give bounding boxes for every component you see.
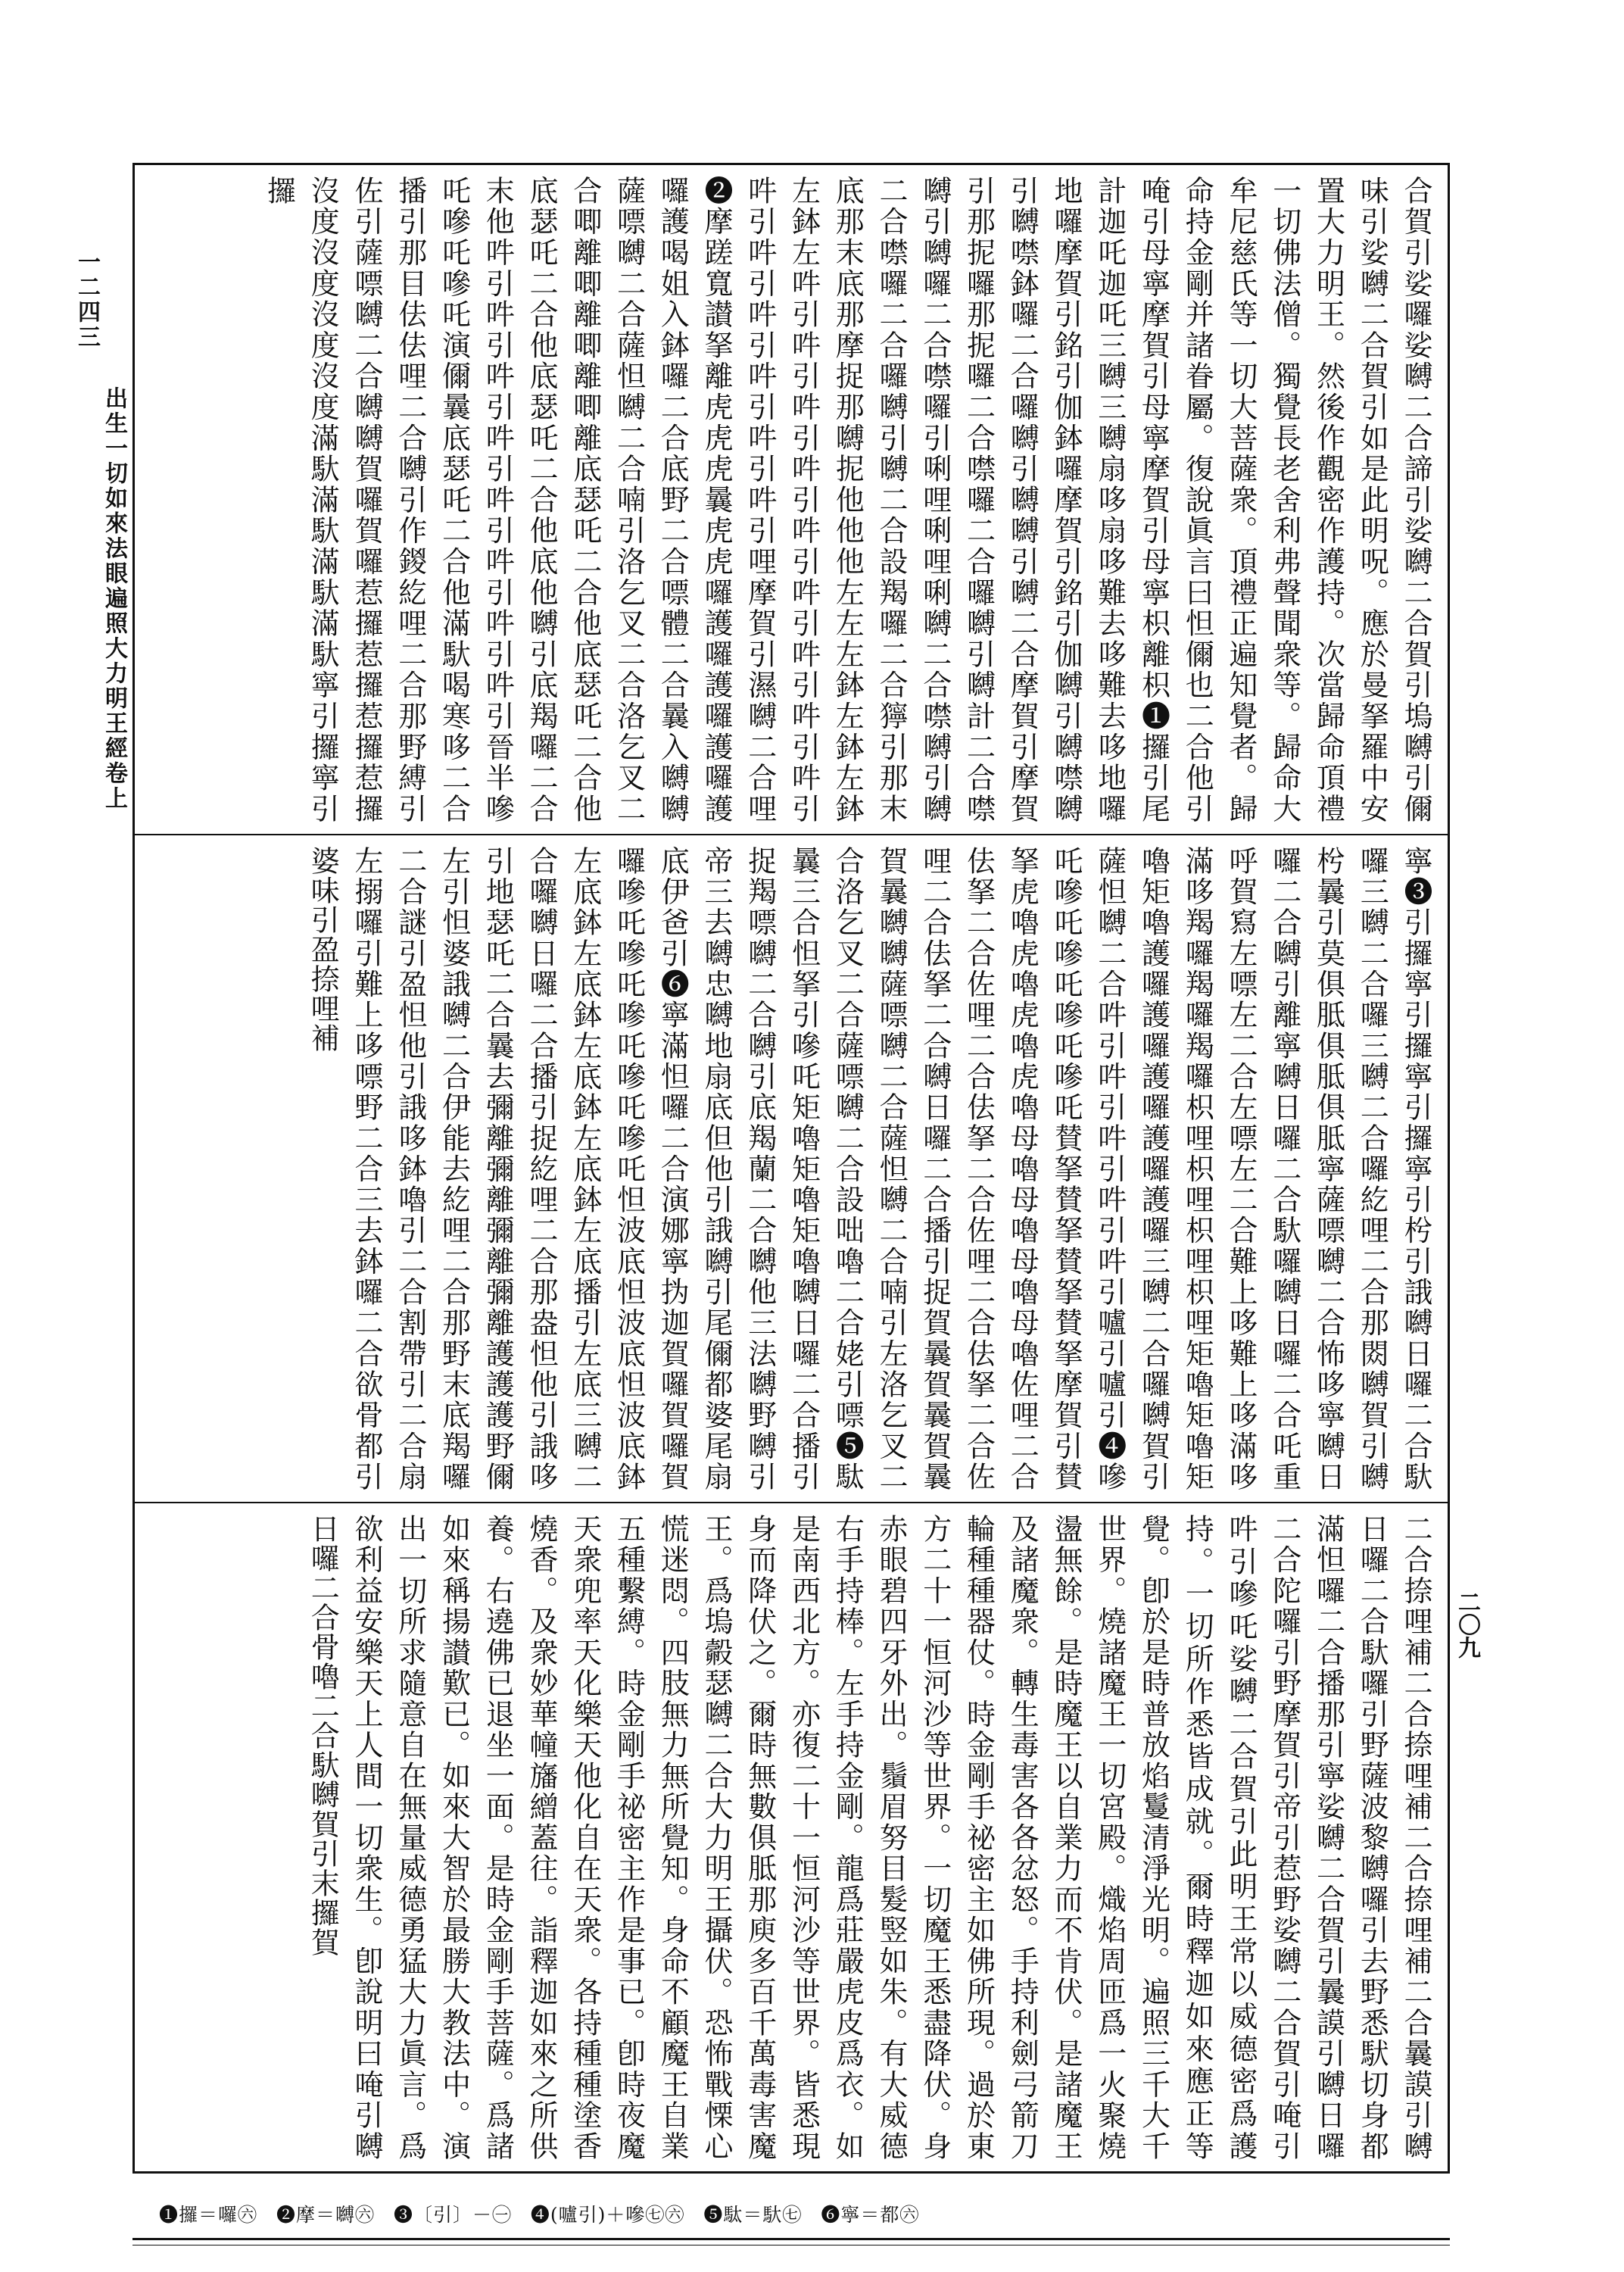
sutra-title: 出生一切如來法眼遍照大力明王經卷上 (101, 386, 127, 811)
bottom-rule (132, 2238, 1450, 2240)
band-text: 寧❸引攞寧引攞寧引攞寧引枍引誐嚩日囉二合馱囉三嚩二合囉三嚩二合囉紇哩二合那閦嚩賀引嚩枍曩引莫俱胝俱胝俱胝寧薩嘌嚩二合怖哆寧嚩日囉二合嚩引離寧嚩日囉二合馱囉嚩日囉二合吒重呼賀寫左嘌左二合左嘌左二合難上哆難上哆滿哆滿哆羯囉羯囉羯囉枳哩枳哩枳哩枳哩矩嚕矩嚕矩嚕矩嚕護囉護囉護囉護囉護囉三嚩二合囉嚩賀引薩怛嚩二合吽引吽引吽引吽引吽引嚧引嚧引❹嘇吒嘇吒嘇吒嘇吒嘇吒賛拏賛拏賛拏賛拏摩賀引賛拏虎嚕虎嚕虎嚕虎嚕母嚕母嚕母嚕母嚕佐哩二合佉拏二合佐哩二合佉拏二合佐哩二合佉拏二合佐哩二合佉拏二合嚩日囉二合播引捉賀曩賀曩賀曩賀曩嚩嚩薩嘌嚩二合薩怛嚩二合喃引左洛乞叉二合洛乞叉二合薩嘌嚩二合設咄嚕二合姥引嘌❺駄曩三合怛拏引嘇吒矩嚕矩嚕矩嚕嚩日囉二合播引捉羯嘌嚩二合嚩引底羯蘭二合嚩他三法嚩野嚩引帝三去嚩忠嚩地扇底但他引誐嚩引尾儞都婆尾扇底伊爸引❻寧滿怛囉二合演娜寧㧑迦賀囉賀囉賀囉嘇吒嘇吒嘇吒嘇吒嘇吒怛波底怛波底怛波底鉢左底鉢左底鉢左底鉢左底鉢左底播引左底三嚩二合囉嚩日囉二合播引捉紇哩二合那盎怛他引誐哆引地瑟吒二合曩去彌離彌離彌離彌離護護護野儞左引怛婆誐嚩二合伊能去紇哩二合那野末底羯囉二合謎引盈怛他引誐哆鉢嚕引二合割帶引二合扇左搦囉引難上哆嘌野二合三去鉢囉二合欲骨都引婆味引盈捺哩補 (306, 846, 1432, 1491)
footnote: ❸〔引〕－㊀ (393, 2204, 512, 2226)
footnotes (159, 2200, 931, 2227)
text-band-top (135, 165, 1448, 835)
footnote: ❺駄＝馱㊆ (703, 2204, 803, 2226)
text-band-bottom (135, 1503, 1448, 2171)
text-band-middle (135, 835, 1448, 1503)
text-frame (132, 163, 1450, 2174)
footnote: ❷摩＝嚩㊅ (276, 2204, 375, 2226)
page-number: 一二四三 (73, 250, 100, 350)
band-text: 二合捺哩補二合捺哩補二合捺哩補二合曩謨引嚩日囉二合馱囉引野薩波黎嚩囉引去野悉䭾切身都滿怛囉二合播那引寧娑嚩二合賀引曩謨引嚩日囉二合陀囉引野摩賀引帝引惹野娑嚩二合賀引唵引吽引嘇吒娑嚩二合賀引此明王常以威德密爲護持。一切所作悉皆成就。爾時釋迦如來應正等覺。卽於是時普放焰鬘清淨光明。遍照三千大千世界。燒諸魔王一切宮殿。熾焰周匝爲一火聚燒盪無餘。是時魔王以自業力而不肯伏。是諸魔王及諸魔衆。轉生毒害各各忿怒。手持利劍弓箭刀輪種種器仗。時金剛手祕密主如佛所現。過於東方二十一恒河沙等世界。一切魔王悉盡降伏。身赤眼碧四牙外出。鬚眉努目髮竪如朱。有大威德右手持棒。左手持金剛。龍爲莊嚴虎皮爲衣。如是南西北方。亦復二十一恒河沙等世界。皆悉現身而降伏之。爾時無數俱胝那庾多百千萬毒害魔王。爲塢㲉瑟嚩二合大力明王攝伏。恐怖戰慄心慌迷悶。四肢無力無所覺知。身命不顧魔王自業五種繫縛。時金剛手祕密主作是事已。卽時夜魔天衆兜率天化樂天他化自在天衆。各持種種塗香燒香。及衆妙華幢旛繒蓋往。詣釋迦如來之所供養。右遶佛已退坐一面。是時金剛手菩薩。爲諸如來稱揚讃歎已。如來大智於最勝大教法中。演出一切所求隨意自在無量威德勇猛大力眞言。爲欲利益安樂天上人間一切衆生。卽說明曰唵引嚩日囉二合骨嚕二合馱嚩賀引末攞賀 (306, 1514, 1432, 2161)
band-text: 合賀引娑囉娑嚩二合諦引娑嚩二合賀引塢嚩引儞味引娑嚩二合賀引如是此明呪。應於曼拏羅中安置大力明王。然後作觀密作護持。次當歸命頂禮一切佛法僧。獨覺長老舍利弗聲聞衆等。歸命大牟尼慈氏等一切大菩薩衆。頂禮正遍知覺者。歸命持金剛并諸眷屬。復說眞言曰怛儞也二合他引唵引母寧摩賀引母寧摩賀引母寧枳離枳❶攞引尾計迦吒迦吒三嚩三嚩扇哆扇哆難去哆難去哆地囉地囉摩賀引銘引伽鉢囉摩賀引銘引伽嚩引嚩噤嚩引嚩噤鉢囉二合囉嚩引嚩嚩引嚩二合摩賀引摩賀引那抳囉那抳囉二合噤囉二合囉嚩引嚩計二合噤嚩引嚩囉二合噤囉引唎哩唎哩唎嚩二合噤嚩引嚩二合噤囉二合囉嚩引嚩二合設羯囉二合獰引那末底那末底那摩捉那嚩抳他他他左左左鉢左鉢左鉢左鉢左吽引吽引吽引吽引吽引吽引吽引吽引吽引吽引吽引吽引吽引吽引吽引哩摩賀引濕嚩二合哩❷摩蹉寬讃拏離虎虎虎曩虎虎囉護囉護囉護囉護囉護喝姐入鉢囉二合底野二合嘌體二合曩入嚩嚩薩嘌嚩二合薩怛嚩二合喃引洛乞叉二合洛乞叉二合唧離唧離唧離唧離底瑟吒二合他底瑟吒二合他底瑟吒二合他底瑟吒二合他底他嚩引底羯囉二合末他吽引吽引吽引吽引吽引吽引吽引吽引晉半嘇吒嘇吒嘇吒演儞曩底瑟吒二合他滿馱喝寒哆二合播引那目佉佉哩二合嚩引作鍐紇哩二合那野縛引佐引薩嘌嚩二合嚩嚩賀囉賀囉惹攞惹攞惹攞惹攞沒度沒度沒度沒度滿馱滿馱滿馱滿馱寧引攞寧引攞 (262, 176, 1432, 823)
footnote: ❶攞＝囉㊅ (159, 2204, 258, 2226)
footnote: ❻寧＝都㊅ (821, 2204, 920, 2226)
leaf-number: 二〇九 (1454, 1590, 1480, 1659)
footnote: ❹(嚧引)＋嘇㊆㊅ (530, 2204, 685, 2226)
